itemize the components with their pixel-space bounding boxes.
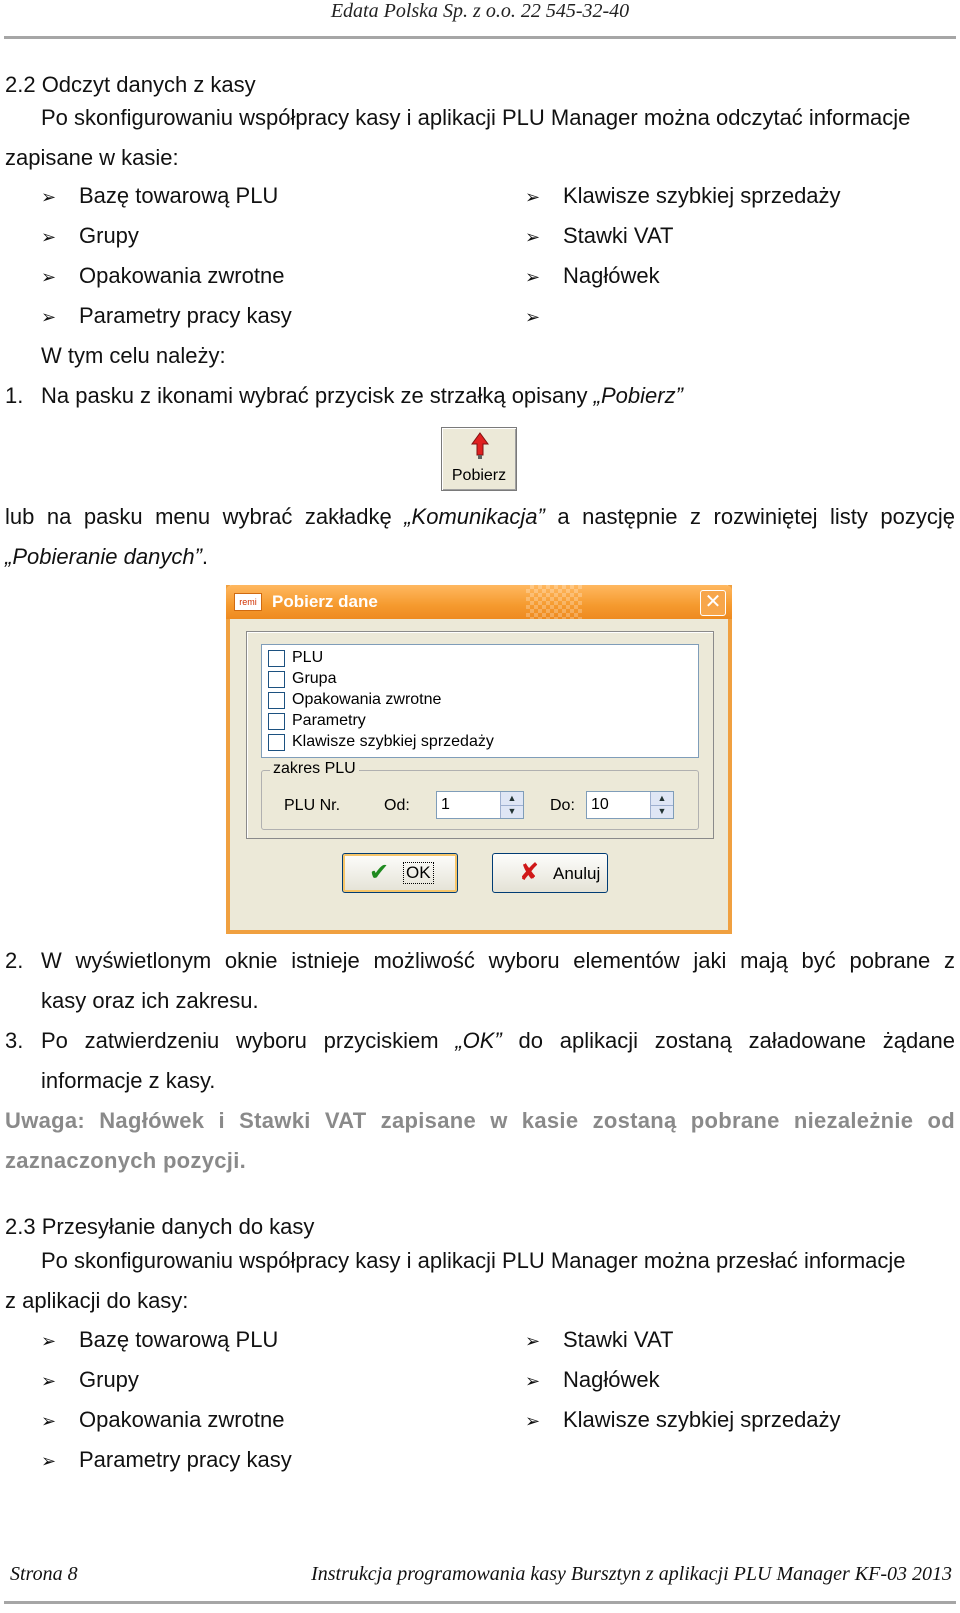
titlebar-decoration xyxy=(526,585,582,619)
list-item: ➢ Stawki VAT xyxy=(525,223,674,248)
x-icon: ✘ xyxy=(519,859,540,886)
cancel-button[interactable]: ✘ Anuluj xyxy=(492,853,608,893)
step-3-line-2: informacje z kasy. xyxy=(41,1068,216,1093)
bullet-arrow-icon: ➢ xyxy=(41,227,57,247)
od-label: Od: xyxy=(384,797,410,814)
dialog-panel xyxy=(246,631,714,839)
menu-instruction-line-1: lub na pasku menu wybrać zakładkę „Komunikacja” a następnie z rozwiniętej listy pozycję xyxy=(5,504,955,529)
section-heading-2-3: 2.3 Przesyłanie danych do kasy xyxy=(5,1214,315,1239)
step-2-line-1: W wyświetlonym oknie istnieje możliwość wyboru elementów jaki mają być pobrane z xyxy=(41,948,955,973)
footer-rule xyxy=(4,1601,956,1604)
bullet-arrow-icon: ➢ xyxy=(525,307,541,327)
ok-button[interactable]: ✔ OK xyxy=(342,853,458,893)
step-2-line-2: kasy oraz ich zakresu. xyxy=(41,988,259,1013)
list-item: ➢ Parametry pracy kasy xyxy=(41,1447,292,1472)
checkbox-grupa[interactable]: Grupa xyxy=(268,670,336,690)
bullet-arrow-icon: ➢ xyxy=(41,307,57,327)
bullet-arrow-icon: ➢ xyxy=(525,1371,541,1391)
note-line-2: zaznaczonych pozycji. xyxy=(5,1148,247,1173)
plu-nr-label: PLU Nr. xyxy=(284,797,341,814)
list-item: ➢ Klawisze szybkiej sprzedaży xyxy=(525,183,841,208)
pobierz-dane-dialog xyxy=(226,585,732,934)
list-item: ➢ Nagłówek xyxy=(525,1367,660,1392)
checkbox-opakowania[interactable]: Opakowania zwrotne xyxy=(268,691,441,711)
zakres-plu-group xyxy=(261,760,699,830)
page-header: Edata Polska Sp. z o.o. 22 545-32-40 xyxy=(330,0,630,22)
bullet-arrow-icon: ➢ xyxy=(41,1331,57,1351)
bullet-arrow-icon: ➢ xyxy=(41,1411,57,1431)
list-item: ➢ Grupy xyxy=(41,223,139,248)
download-arrow-icon xyxy=(470,432,490,460)
bullet-arrow-icon: ➢ xyxy=(525,1411,541,1431)
list-item: ➢ Stawki VAT xyxy=(525,1327,674,1352)
list-item: ➢ Opakowania zwrotne xyxy=(41,1407,285,1432)
checkbox-box[interactable] xyxy=(268,671,285,688)
header-rule xyxy=(4,36,956,39)
arrow-down-icon[interactable]: ▼ xyxy=(507,806,517,816)
spinner-arrows[interactable] xyxy=(500,792,523,818)
arrow-up-icon[interactable]: ▲ xyxy=(501,792,523,806)
bullet-arrow-icon: ➢ xyxy=(41,267,57,287)
list-item: ➢ Grupy xyxy=(41,1367,139,1392)
arrow-up-icon[interactable]: ▲ xyxy=(651,792,673,806)
bullet-list-left xyxy=(41,1325,292,1485)
checkbox-box[interactable] xyxy=(268,713,285,730)
list-item xyxy=(525,301,540,341)
list-item: ➢ Nagłówek xyxy=(525,263,660,288)
list-item: ➢ Klawisze szybkiej sprzedaży xyxy=(525,1407,841,1432)
od-spinner[interactable]: 1 ▲ ▼ xyxy=(436,791,524,819)
app-icon: remi xyxy=(234,593,262,611)
close-icon[interactable]: ✕ xyxy=(700,590,726,616)
dialog-titlebar xyxy=(226,585,732,619)
menu-instruction-line-2: „Pobieranie danych”. xyxy=(5,544,209,569)
spinner-arrows[interactable] xyxy=(650,792,673,818)
step-3-line-1: Po zatwierdzeniu wyboru przyciskiem „OK” do aplikacji zostaną załadowane żądane xyxy=(41,1028,955,1053)
intro-line-1: Po skonfigurowaniu współpracy kasy i aplikacji PLU Manager można przesłać informacje xyxy=(41,1248,906,1273)
bullet-arrow-icon: ➢ xyxy=(41,1371,57,1391)
step-3-number: 3. xyxy=(5,1028,24,1053)
step-number: 1. xyxy=(5,383,24,408)
section-heading-2-2: 2.2 Odczyt danych z kasy xyxy=(5,72,256,97)
intro-line-1: Po skonfigurowaniu współpracy kasy i aplikacji PLU Manager można odczytać informacje xyxy=(41,105,911,130)
list-item: ➢ Bazę towarową PLU xyxy=(41,183,279,208)
do-label: Do: xyxy=(550,797,575,814)
bullet-list-right xyxy=(525,181,841,341)
checkbox-plu[interactable]: PLU xyxy=(268,649,323,669)
checkbox-box[interactable] xyxy=(268,734,285,751)
intro-line-2: z aplikacji do kasy: xyxy=(5,1288,189,1313)
step-2-number: 2. xyxy=(5,948,24,973)
bullet-arrow-icon: ➢ xyxy=(525,267,541,287)
step-text: Na pasku z ikonami wybrać przycisk ze strzałką opisany „Pobierz” xyxy=(41,383,683,408)
bullet-arrow-icon: ➢ xyxy=(525,227,541,247)
checkbox-box[interactable] xyxy=(268,650,285,667)
bullet-arrow-icon: ➢ xyxy=(41,1451,57,1471)
checkmark-icon: ✔ xyxy=(369,859,390,886)
checkbox-list xyxy=(261,644,699,758)
dialog-title: Pobierz dane xyxy=(272,592,378,611)
group-legend: zakres PLU xyxy=(270,760,359,778)
bullet-arrow-icon: ➢ xyxy=(525,187,541,207)
checkbox-box[interactable] xyxy=(268,692,285,709)
footer-document-title: Instrukcja programowania kasy Bursztyn z aplikacji PLU Manager KF-03 2013 xyxy=(311,1563,952,1585)
note-line-1: Uwaga: Nagłówek i Stawki VAT zapisane w kasie zostaną pobrane niezależnie od xyxy=(5,1108,955,1133)
footer-page-number: Strona 8 xyxy=(10,1563,78,1585)
intro-line-2: zapisane w kasie: xyxy=(5,145,179,170)
arrow-down-icon[interactable]: ▼ xyxy=(657,806,667,816)
bullet-arrow-icon: ➢ xyxy=(525,1331,541,1351)
checkbox-parametry[interactable]: Parametry xyxy=(268,712,366,732)
bullet-list-right xyxy=(525,1325,841,1445)
pobierz-label: Pobierz xyxy=(451,467,507,484)
do-spinner[interactable]: 10 ▲ ▼ xyxy=(586,791,674,819)
list-item: ➢ Bazę towarową PLU xyxy=(41,1327,279,1352)
step-1 xyxy=(5,381,683,411)
bullet-arrow-icon: ➢ xyxy=(41,187,57,207)
pobierz-toolbar-button[interactable] xyxy=(441,427,517,491)
list-item: ➢ Opakowania zwrotne xyxy=(41,263,285,288)
list-item: ➢ Parametry pracy kasy xyxy=(41,303,292,328)
instruction-intro: W tym celu należy: xyxy=(41,343,226,368)
bullet-list-left xyxy=(41,181,292,341)
checkbox-klawisze[interactable]: Klawisze szybkiej sprzedaży xyxy=(268,733,494,753)
